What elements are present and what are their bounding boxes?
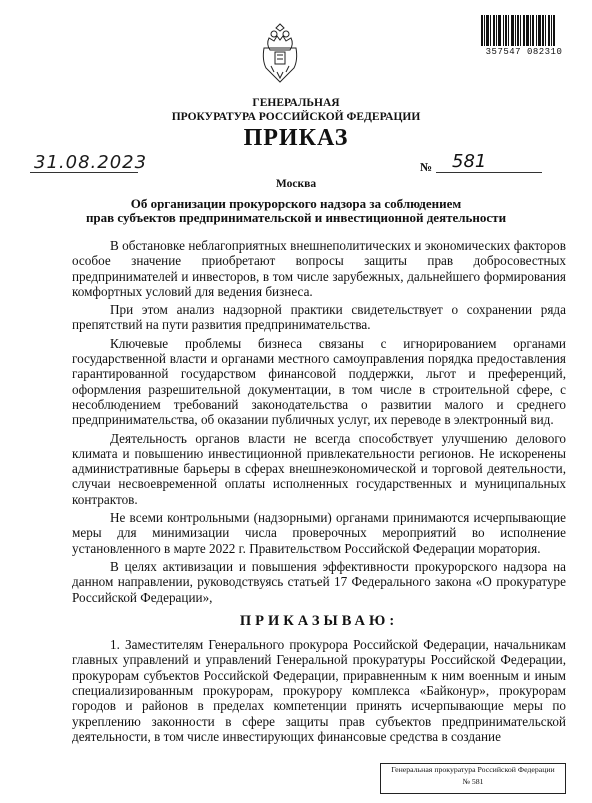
registration-stamp — [380, 763, 566, 794]
org-line-1: ГЕНЕРАЛЬНАЯ — [252, 97, 340, 109]
body-paragraph-5: Не всеми контрольными (надзорными) органами принимаются исчерпывающие меры для минимизации числа проверочных мероприятий во исполнение установленного в марте 2022 г. Правительством Российской Федерации моратория. — [72, 510, 566, 556]
subject-line-2: прав субъектов предпринимательской и инвестиционной деятельности — [85, 210, 507, 225]
body-paragraph-4: Деятельность органов власти не всегда способствует улучшению делового климата и повышению инвестиционной привлекательности регионов. Не искоренены административные барьеры в сферах внешнеэкономической и торговой деятельности, случаи несвоевременной оплаты исполненных государственных и муниципальных контрактов. — [72, 430, 566, 507]
date-underline — [30, 172, 138, 173]
order-heading: ПРИКАЗЫВАЮ: — [239, 612, 399, 629]
order-item-1: 1. Заместителям Генерального прокурора Российской Федерации, начальникам главных управлений и управлений Генеральной прокуратуры Российской Федерации, прокурорам субъектов Российской Федерации, приравненным к ним военным и иным специализированным прокурорам, прокурору комплекса «Байконур», прокурорам городов и районов в пределах компетенции принять исчерпывающие меры по укреплению законности в сфере защиты прав субъектов предпринимательской деятельности, в том числе инвестирующих финансовые средства в создание — [72, 637, 566, 744]
coat-of-arms-emblem — [260, 22, 300, 88]
body-paragraph-2: При этом анализ надзорной практики свидетельствует о сохранении ряда препятствий на пути развития предпринимательства. — [72, 302, 566, 333]
stamp-line-2: № 581 — [462, 777, 484, 786]
body-paragraph-6: В целях активизации и повышения эффективности прокурорского надзора на данном направлении, руководствуясь статьей 17 Федерального закона «О прокуратуре Российской Федерации», — [72, 558, 566, 605]
barcode-icon — [481, 15, 567, 46]
stamp-line-1: Генеральная прокуратура Российской Федерации — [391, 765, 555, 774]
barcode-number: 357547 082310 — [485, 47, 563, 57]
document-subject — [0, 197, 592, 225]
number-underline — [436, 172, 542, 173]
document-body — [72, 238, 566, 747]
body-paragraph-3: Ключевые проблемы бизнеса связаны с игнорированием органами государственной власти и органами местного самоуправления порядка предоставления гарантированной государством финансовой поддержки, льгот и преференций, оформления разрешительной документации, в том числе в строительной сфере, с несоблюдением требований законодательства о развитии малого и среднего предпринимательства, об оказании публичных услуг, их переводе в электронный вид. — [72, 335, 566, 428]
subject-line-1: Об организации прокурорского надзора за соблюдением — [130, 196, 462, 211]
barcode-block — [481, 15, 567, 57]
document-date: 31.08.2023 — [34, 152, 148, 173]
body-paragraph-1: В обстановке неблагоприятных внешнеполитических и экономических факторов особое значение приобретают вопросы защиты прав добросовестных предпринимателей и инвесторов, в том числе зарубежных, дальнейшего формирования комфортных условий для ведения бизнеса. — [72, 238, 566, 299]
city: Москва — [275, 178, 317, 190]
document-number: 581 — [452, 151, 487, 172]
org-line-2: ПРОКУРАТУРА РОССИЙСКОЙ ФЕДЕРАЦИИ — [171, 111, 421, 123]
number-prefix: № — [420, 160, 433, 174]
document-type-title: ПРИКАЗ — [243, 125, 349, 151]
organization-name — [0, 96, 592, 124]
